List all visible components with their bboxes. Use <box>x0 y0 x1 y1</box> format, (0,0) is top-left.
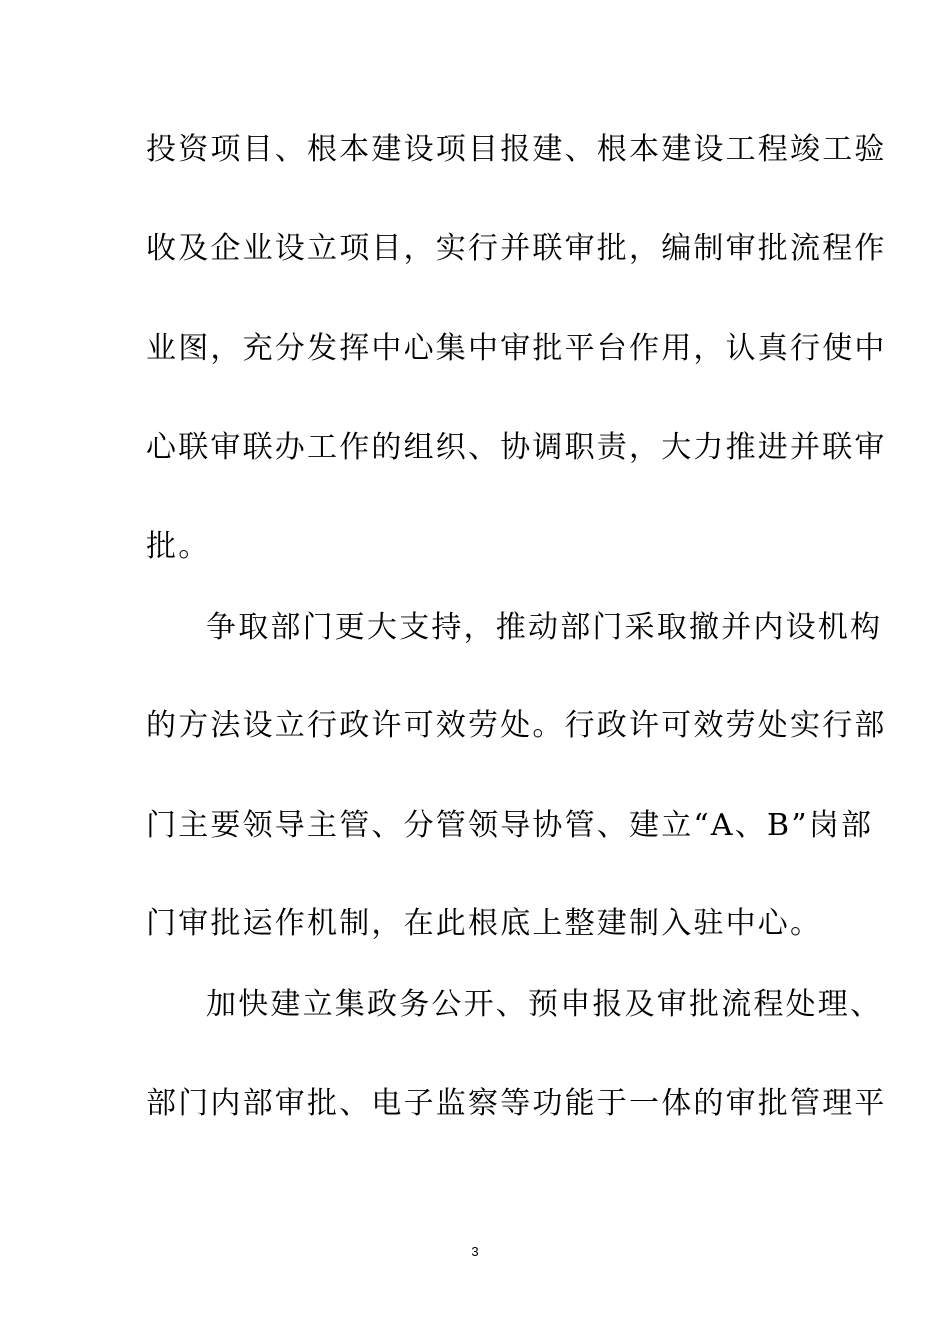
text-line: 的方法设立行政许可效劳处。行政许可效劳处实行部 <box>146 708 887 743</box>
text-line: 投资项目、根本建设项目报建、根本建设工程竣工验 <box>146 132 887 167</box>
text-line: 批。 <box>146 529 211 564</box>
text-line: 业图，充分发挥中心集中审批平台作用，认真行使中 <box>146 331 887 366</box>
text-line: 收及企业设立项目，实行并联审批，编制审批流程作 <box>146 231 887 266</box>
text-line: 心联审联办工作的组织、协调职责，大力推进并联审 <box>146 430 887 465</box>
text-line: 门审批运作机制，在此根底上整建制入驻中心。 <box>146 906 823 941</box>
paragraph-start-line: 争取部门更大支持，推动部门采取撤并内设机构 <box>206 610 883 645</box>
paragraph-start-line: 加快建立集政务公开、预申报及审批流程处理、 <box>206 987 883 1022</box>
page-number: 3 <box>471 1244 479 1259</box>
text-line: 部门内部审批、电子监察等功能于一体的审批管理平 <box>146 1086 887 1121</box>
text-line: 门主要领导主管、分管领导协管、建立“A、B”岗部 <box>146 808 874 843</box>
